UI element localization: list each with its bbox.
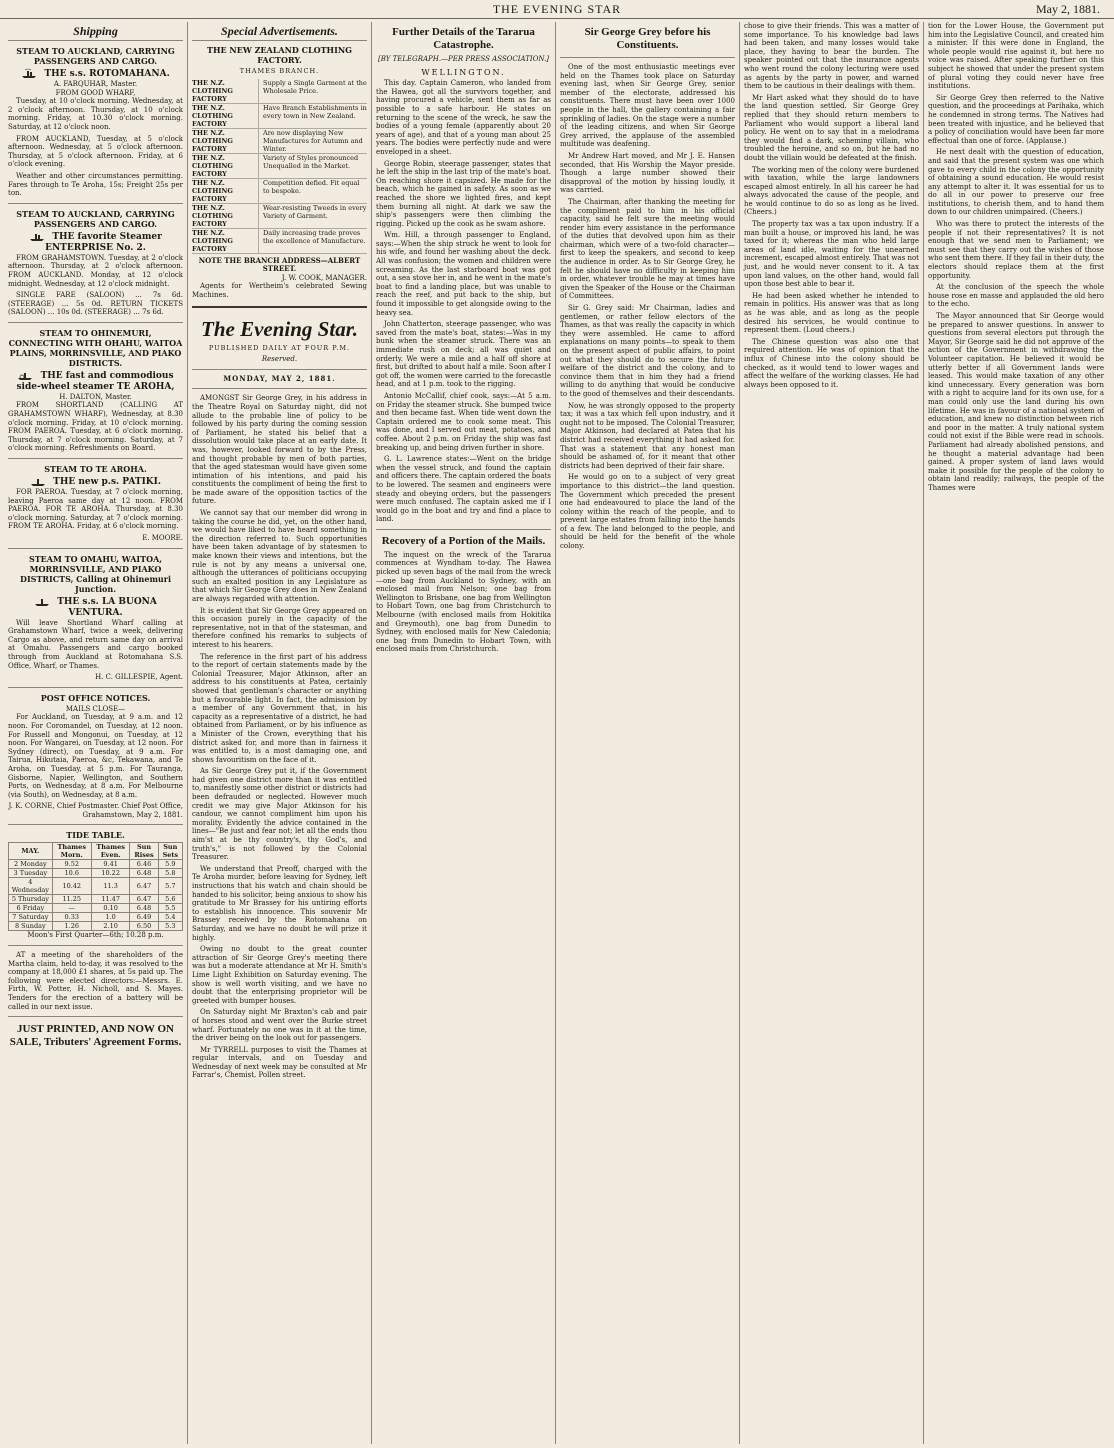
clothing-row	[192, 79, 367, 104]
vessel-name: THE favorite Steamer ENTERPRISE No. 2.	[45, 231, 162, 253]
column-grey-concluded	[924, 22, 1108, 1444]
table-header: Thames Even.	[91, 843, 130, 860]
table-cell: 6.47	[130, 895, 158, 904]
ad-header: STEAM TO TE AROHA.	[44, 464, 147, 475]
table-cell: 5.5	[158, 904, 182, 913]
table-cell: 6.49	[130, 913, 158, 922]
clothing-row	[192, 129, 367, 154]
table-cell: 10.6	[52, 869, 91, 878]
divider	[192, 306, 367, 308]
article-paragraph: He next dealt with the question of education, and said that the present system was one which gave to every child in the colony the opportunity of obtaining a sound education. He would resist any attempt to alter it. It was essential for us to do all in our power to preserve our free institutions, to cherish them, and to hand them down to our children unimpaired. (Cheers.)	[928, 148, 1104, 217]
steamship-icon	[29, 231, 45, 242]
ad-header: STEAM TO AUCKLAND, CARRYING PASSENGERS AND CARGO.	[16, 46, 175, 66]
ad-rotomahana	[8, 46, 183, 198]
table-cell: 2.10	[91, 922, 130, 931]
table-header: Sun Rises	[130, 843, 158, 860]
column-shipping	[4, 22, 188, 1444]
column-grey-meeting	[556, 22, 740, 1444]
clothing-row	[192, 104, 367, 129]
meeting-notice: AT a meeting of the shareholders of the Martha claim, held to-day, it was resolved to the company at 18,000 £1 shares, at 5s paid up. The following were elected directors:—Messrs. E. Firth, W. Potter, H. Nicholl, and S. Mayes. Tenders for the erection of a battery will be called in our next issue.	[8, 951, 183, 1011]
article-paragraph: Sir George Grey then referred to the Native question, and the proceedings at Parihaka, which he condemned in strong terms. The Natives had been treated with injustice, and he believed that a policy of conciliation would have been far more effectual than one of force. (Applause.)	[928, 93, 1104, 145]
table-header: MAY.	[9, 843, 53, 860]
ad-buona-ventura	[8, 554, 183, 682]
leader-paragraph: As Sir George Grey put it, if the Government had given one district more than it was entitled to, manifestly some other district or districts had been defrauded or neglected. However much credit we may give Major Atkinson for his candour, we cannot compliment him upon his morality. Evidently the advice contained in the lines—"Be just and fear not; let all the ends thou aim'st at be thy country's, thy God's, and truth's," is not followed by the Colonial Treasurer.	[192, 767, 367, 862]
table-header: Thames Morn.	[52, 843, 91, 860]
table-cell: 6.46	[130, 860, 158, 869]
ad-body: Will leave Shortland Wharf calling at Grahamstown Wharf, twice a week, delivering Cargo as above, and return same day on arrival at Omahu. Passengers and cargo booked through from Auckland at Rotomahana S.S. Office, Wharf, or Thames.	[8, 618, 183, 670]
article-paragraph: Who was there to protect the interests of the people if not their representatives? It is not enough that we send men to Parliament; we must see that they carry out the wishes of those who sent them there. If they fail in their duty, the electors should replace them at the first opportunity.	[928, 220, 1104, 280]
moon-phase: Moon's First Quarter—6th; 10.28 p.m.	[27, 931, 164, 940]
table-row	[9, 878, 183, 895]
ad-header: STEAM TO OMAHU, WAITOA, MORRINSVILLE, AND PIAKO DISTRICTS, Calling at Ohinemuri Junction.	[20, 553, 171, 594]
ad-enterprise	[8, 209, 183, 317]
clothing-row-text: Variety of Styles pronounced Unequalled in the Market.	[263, 153, 359, 170]
tararua-headline: Further Details of the Tararua Catastrophe.	[392, 26, 535, 51]
recovery-headline: Recovery of a Portion of the Mails.	[381, 534, 546, 547]
ad-schedule: FROM GRAHAMSTOWN. Tuesday, at 2 o'clock afternoon. Thursday, at 2 o'clock afternoon. FROM AUCKLAND. Monday, at 12 o'clock midnight. Wednesday, at 12 o'clock midnight.	[8, 253, 183, 288]
article-paragraph: The property tax was a tax upon industry. If a man built a house, or improved his land, he was taxed for it; whereas the man who held large areas of land idle, waiting for the unearned increment, escaped almost entirely. That was not just, and he would never consent to it. A tax upon land values, on the other hand, would fall upon those best able to bear it.	[744, 220, 919, 289]
divider	[8, 322, 183, 323]
leader-paragraph: On Saturday night Mr Braxton's cab and pair of horses stood and went over the Burke street wharf. Fortunately no one was in it at the time, the driver being on the look out for passengers.	[192, 1008, 367, 1043]
clothing-row-label: THE N.Z. CLOTHING FACTORY	[192, 229, 259, 253]
article-paragraph: Mr Andrew Hart moved, and Mr J. E. Hansen seconded, that His Worship the Mayor preside. Though a large number showed their disapproval of the motion by hissing loudly, it was carried.	[560, 151, 735, 195]
table-row	[9, 904, 183, 913]
masthead-date: May 2, 1881.	[1036, 2, 1100, 16]
leader-paragraph: AMONGST Sir George Grey, in his address in the Theatre Royal on Saturday night, did not allude to the probable line of policy to be followed by his party during the coming session of Parliament, he stated his belief that a dissolution would take place at an early date. It was, however, looked forward to by the Press, and thought probable by men of both parties, that the aged statesman would have given some intimation of his intentions, and paid his constituents the compliment of being the first to be made aware of the opposition tactics of the future.	[192, 394, 367, 506]
table-cell: 0.33	[52, 913, 91, 922]
steamship-icon	[17, 370, 33, 381]
vessel-name: THE s.s. ROTOMAHANA.	[44, 69, 170, 79]
table-cell: 5.7	[158, 878, 182, 895]
ad-vessel	[8, 370, 183, 393]
clothing-row	[192, 179, 367, 204]
closing-advertisement: JUST PRINTED, AND NOW ON SALE, Tributers' Agreement Forms.	[9, 1023, 182, 1049]
table-row	[9, 922, 183, 931]
table-cell: 5.4	[158, 913, 182, 922]
reserved-note: Reserved.	[261, 355, 298, 364]
article-paragraph: Now, he was strongly opposed to the property tax; it was a tax which fell upon industry, and it ought not to be imposed. The Colonial Treasurer, Major Atkinson, had declared at Patea that his district had received everything it had asked for. That was a statement that any honest man should be ashamed of, for it meant that other districts had been deprived of their fair share.	[560, 401, 735, 470]
ad-schedule: FOR PAEROA. Tuesday, at 7 o'clock morning, leaving Paeroa same day at 12 noon. FROM PAEROA. FOR TE AROHA. Thursday, at 8.30 o'clock morning. Saturday, at 7 o'clock morning. FROM TE AROHA. Friday, at 6 o'clock morning.	[8, 488, 183, 531]
divider	[8, 548, 183, 549]
steamship-icon	[30, 476, 46, 487]
advertisements-section-title: Special Advertisements.	[192, 24, 367, 41]
clothing-factory-header: THE NEW ZEALAND CLOTHING FACTORY.	[207, 45, 352, 65]
clothing-signed: J. W. COOK, MANAGER.	[281, 273, 367, 282]
steamship-icon	[21, 68, 37, 79]
table-cell: 6.47	[130, 878, 158, 895]
table-cell: 5 Thursday	[9, 895, 53, 904]
clothing-factory-branch: THAMES BRANCH.	[239, 67, 320, 75]
table-cell: 6.48	[130, 904, 158, 913]
article-paragraph: He had been asked whether he intended to remain in politics. His answer was that as long as he was able, and as long as the people desired his services, he would continue to represent them. (Loud cheers.)	[744, 291, 919, 335]
ad-schedule: FROM SHORTLAND (CALLING AT GRAHAMSTOWN WHARF), Wednesday, at 8.30 o'clock morning. Friday, at 10 o'clock morning. FROM PAEROA. Tuesday, at 6 o'clock morning. Thursday, at 7 o'clock morning. Saturday, at 7 o'clock morning. Refreshments on Board.	[8, 401, 183, 453]
ad-vessel	[8, 231, 183, 254]
divider	[8, 687, 183, 688]
ad-vessel	[8, 476, 183, 488]
column-grey-continued	[740, 22, 924, 1444]
table-cell: 5.3	[158, 922, 182, 931]
vessel-name: THE s.s. LA BUONA VENTURA.	[57, 596, 157, 618]
tide-table-title: TIDE TABLE.	[66, 830, 125, 841]
ad-vessel	[8, 68, 183, 80]
ad-from-label: FROM GOOD WHARF,	[55, 88, 136, 97]
table-cell: 6 Friday	[9, 904, 53, 913]
ad-fares: SINGLE FARE (SALOON) ... 7s 6d. (STEERAGE) ... 5s 0d. RETURN TICKETS (SALOON) ... 10s 0d. (STEERAGE) ... 7s 6d.	[8, 291, 183, 317]
ad-vessel	[8, 596, 183, 619]
ad-signed: E. MOORE.	[142, 534, 183, 542]
article-paragraph: The Mayor announced that Sir George would be prepared to answer questions. In answer to questions from several electors put through the Mayor, Sir George said he did not approve of the action of the Government in withdrawing the Volunteer capitation. He believed it would be utterly better if all Government lands were leased. This would make taxation of any other kind unnecessary. Every generation was born with a right to acquire land for its own use, for a man could only use the land during his own lifetime. He was in favour of a national system of education, and knew no distinction between rich and poor in the matter. A truly national system could not exist if the Bible were read in schools. Parliament had already abolished pensions, and he thought a material advantage had been gained. A proper system of land laws would make it possible for the people of the colony to obtain land readily; railways, the people of the Thames were	[928, 312, 1104, 492]
clothing-row-text: Wear-resisting Tweeds in every Variety of Garment.	[263, 203, 367, 220]
article-paragraph: The inquest on the wreck of the Tararua commences at Wyndham to-day. The Hawea picked up seven bags of the mail from the wreck—one bag from Auckland to Sydney, with an enclosed mail from Nelson; one bag from Wellington to Brisbane, one bag from Wellington to Hobart Town, one bag from Christchurch to Melbourne (with enclosed mails from Hokitika and Greymouth), one bag from Dunedin to Sydney, with enclosed mails for New Caledonia; one bag from Dunedin to Hobart Town, with enclosed mails from Christchurch.	[376, 550, 551, 654]
article-paragraph: One of the most enthusiastic meetings ever held on the Thames took place on Saturday evening last, when Sir George Grey, senior member of the electorate, addressed his constituents. There must have been over 1000 people in the hall, the gallery containing a fair sprinkling of ladies. On the stage were a number of the leading citizens, and when Sir George Grey arrived, the applause of the assembled multitude was deafening.	[560, 63, 735, 149]
table-cell: 0.10	[91, 904, 130, 913]
table-cell: 4 Wednesday	[9, 878, 53, 895]
clothing-row-label: THE N.Z. CLOTHING FACTORY	[192, 129, 259, 153]
clothing-row-text: Daily increasing trade proves the excellence of Manufacture.	[263, 228, 366, 245]
clothing-row-text: Competition defied. Fit equal to bespoke.	[263, 178, 360, 195]
article-paragraph: The Chairman, after thanking the meeting for the compliment paid to him in his official capacity, said he felt sure the meeting would render him every assistance in the performance of the duties that devolved upon him as their chairman, which were of a two-fold character—first to keep the speakers, and second to keep the audience in order. As to Sir George Grey, he felt he should have no difficulty in keeping him in order, whatever trouble he may at times have given the Speaker of the House or the Chairman of Committees.	[560, 197, 735, 301]
table-row	[9, 913, 183, 922]
clothing-row	[192, 204, 367, 229]
table-cell: 8 Sunday	[9, 922, 53, 931]
tararua-dateline: WELLINGTON.	[421, 67, 506, 77]
article-paragraph: George Robin, steerage passenger, states that he left the ship in the last trip of the mate's boat. On reaching shore it capsized. He made for the beach, which he gained in safety. As soon as we reached the shore we lighted fires, and kept them burning all night. At dark we saw the ship's passengers were then climbing the rigging. Picked up the cook as he swam ashore.	[376, 159, 551, 228]
article-paragraph: Antonio McCallif, chief cook, says:—At 5 a.m. on Friday the steamer struck. She bumped twice and then became fast. When tide went down the Captain ordered me to cook some meat. This was done, and I served out meat, potatoes, and coffee. About 2 p.m. on Friday the ship was fast breaking up, and being driven further in shore.	[376, 391, 551, 452]
vessel-name: THE fast and commodious side-wheel steamer TE AROHA,	[16, 370, 175, 392]
table-cell: 11.25	[52, 895, 91, 904]
divider	[8, 945, 183, 946]
publication-note: PUBLISHED DAILY AT FOUR P.M.	[208, 343, 351, 352]
table-cell: 1.0	[91, 913, 130, 922]
ad-patiki	[8, 464, 183, 543]
leader-paragraph: It is evident that Sir George Grey appeared on this occasion purely in the capacity of the representative, not in that of the statesman, and therefore confined his remarks to subjects of interest to his hearers.	[192, 606, 367, 649]
tararua-subhead: [BY TELEGRAPH.—PER PRESS ASSOCIATION.]	[377, 55, 550, 63]
leader-paragraph: Mr TYRRELL purposes to visit the Thames at regular intervals, and on Tuesday and Wednesday of next week may be consulted at Mr Farrar's, Chemist, Pollen street.	[192, 1045, 367, 1080]
ad-master: H. DALTON, Master.	[59, 392, 132, 401]
notice-header: POST OFFICE NOTICES.	[40, 692, 151, 703]
clothing-factory-table	[192, 79, 367, 254]
leader-paragraph: We understand that Preoff, charged with the Te Aroha murder, before leaving for Sydney, left instructions that his watch and chain should be handed to his solicitor, being anxious to show his gratitude to Mr Brassey for his untiring efforts to establish his innocence. This souvenir Mr Brassey received by the Rotomahana on Saturday, and we have no doubt he will prize it highly.	[192, 864, 367, 942]
clothing-row	[192, 154, 367, 179]
notice-body: For Auckland, on Tuesday, at 9 a.m. and 12 noon. For Coromandel, on Tuesday, at 12 noon. For Russell and Mongonui, on Tuesday, at 12 noon. For Wangarei, on Tuesday, at 12 noon. For Sydney (direct), on Tuesday, at 9 a.m. For Tairua, Hikutaia, Paeroa, &c, Tekawana, and Te Aroha, on Tuesday, at 5 p.m. For Tauranga, Gisborne, Napier, Wellington, and Southern Ports, on Wednesday, at 8 a.m. For Melbourne (via South), on Wednesday, at 8 a.m.	[8, 713, 183, 799]
page-columns	[4, 22, 1110, 1444]
notice-signed: J. K. CORNE, Chief Postmaster. Chief Post Office, Grahamstown, May 2, 1881.	[8, 802, 183, 819]
clothing-row-label: THE N.Z. CLOTHING FACTORY	[192, 204, 259, 228]
table-cell: 2 Monday	[9, 860, 53, 869]
divider	[8, 1016, 183, 1017]
divider	[8, 458, 183, 459]
table-cell: —	[52, 904, 91, 913]
ad-header: STEAM TO OHINEMURI, CONNECTING WITH OHAHU, WAITOA PLAINS, MORRINSVILLE, AND PIAKO DISTRICTS.	[8, 327, 183, 368]
article-paragraph: This day. Captain Cameron, who landed from the Hawea, got all the survivors together, and having procured a vehicle, sent them as far as possible to a safe harbour. He states on returning to the scene of the wreck, he saw the bodies of a young female (apparently about 20 years of age), and that of a young man about 25 years. The bodies were perfectly nude and were enveloped in a sheet.	[376, 79, 551, 156]
tide-table	[8, 842, 183, 931]
column-advertisements	[188, 22, 372, 1444]
newspaper-title: The Evening Star.	[201, 316, 358, 341]
table-cell: 11.47	[91, 895, 130, 904]
table-cell: 11.3	[91, 878, 130, 895]
article-paragraph: The working men of the colony were burdened with taxation, while the large landowners escaped almost entirely. In all his career he had always advocated the cause of the people, and he would continue to do so as long as he lived. (Cheers.)	[744, 165, 919, 217]
clothing-row-label: THE N.Z. CLOTHING FACTORY	[192, 179, 259, 203]
article-paragraph: The Chinese question was also one that required attention. He was of opinion that the influx of Chinese into the colony should be checked, as it would tend to lower wages and affect the welfare of the working classes. He had always been opposed to it.	[744, 337, 919, 389]
table-cell: 5.9	[158, 860, 182, 869]
clothing-row-text: Are now displaying New Manufactures for Autumn and Winter.	[263, 128, 363, 153]
tide-table-block	[8, 830, 183, 940]
issue-date: MONDAY, MAY 2, 1881.	[223, 373, 336, 383]
divider	[8, 203, 183, 204]
leader-paragraph: Owing no doubt to the great counter attraction of Sir George Grey's meeting there was but a moderate attendance at Mr H. Smith's Lime Light Exhibition on Saturday evening. The show is well worth visiting, and we have no doubt that the enterprising proprietor will be greeted with bumper houses.	[192, 945, 367, 1005]
table-cell: 5.6	[158, 895, 182, 904]
table-cell: 10.22	[91, 869, 130, 878]
grey-headline: Sir George Grey before his Constituents.	[584, 26, 711, 51]
article-paragraph: chose to give their friends. This was a matter of some importance. To his knowledge bad laws had been taken, and many losses would take place, they having to bear the burden. The speaker pointed out that the insurance agents who went round the colony lecturing were used as agents by the party in power, and warned them to be cautious in their dealings with them.	[744, 22, 919, 91]
table-cell: 3 Tuesday	[9, 869, 53, 878]
article-paragraph: Mr Hart asked what they should do to have the land question settled. Sir George Grey replied that they should return members to Parliament who would support a liberal land policy. He went on to say that in a melodrama they would find a dark, scheming villain, who troubled the heroine, and so on, but he had no doubt the villain would be defeated at the finish.	[744, 93, 919, 162]
article-paragraph: G. L. Lawrence states:—Went on the bridge when the vessel struck, and found the captain and officers there. The captain ordered the boats to be lowered. The seamen and engineers were steady and obeying orders, but the passengers were much confused. The captain asked me if I would go in the boat and try and find a place to land.	[376, 455, 551, 524]
clothing-row-text: Have Branch Establishments in every town in New Zealand.	[263, 103, 367, 120]
leader-paragraph: The reference in the first part of his address to the report of certain statements made by the Colonial Treasurer, Major Atkinson, after an address to his constituents at Patea, certainly showed that gentleman's character or anything but a favourable light. In fact, the admission by a member of any Government that, in his capacity as a representative of a district, he had obtained from Parliament, or by his influence as a Minister of the Crown, everything that his district asked for, and more than in fairness it was entitled to, is a most damaging one, and shows favouritism on the face of it.	[192, 652, 367, 764]
table-cell: 1.26	[52, 922, 91, 931]
clothing-row-text: Supply a Single Garment at the Wholesale Price.	[263, 78, 367, 95]
leader-paragraph: We cannot say that our member did wrong in taking the course he did, yet, on the other hand, we would have liked to have heard something in the direction referred to. Such opportunities have been taken advantage of by statesmen to make known their views and intentions, but the rule is not by any means a universal one, although the utterances of politicians occupying such an exalted position in any Legislature as that which Sir George Grey does in New Zealand are always regarded with attention.	[192, 509, 367, 603]
vessel-name: THE new p.s. PATIKI.	[53, 477, 161, 488]
table-row	[9, 895, 183, 904]
table-cell: 9.52	[52, 860, 91, 869]
notice-sub: MAILS CLOSE—	[65, 704, 126, 713]
clothing-row-label: THE N.Z. CLOTHING FACTORY	[192, 104, 259, 128]
table-cell: 6.48	[130, 869, 158, 878]
clothing-note: NOTE THE BRANCH ADDRESS—ALBERT STREET.	[198, 255, 361, 274]
article-paragraph: John Chatterton, steerage passenger, who was saved from the mate's boat, states:—Was in my bunk when the steamer struck. There was an immediate rush on deck; all was quiet and orderly. We were a mile and a half off shore at first, but drifted to about half a mile. Soon after I got off, the women were carried to the forecastle head, and at 1 p.m. took to the rigging.	[376, 320, 551, 389]
divider	[192, 369, 367, 370]
masthead	[0, 0, 1114, 19]
table-cell: 7 Saturday	[9, 913, 53, 922]
table-cell: 10.42	[52, 878, 91, 895]
clothing-row	[192, 229, 367, 254]
post-office-notices	[8, 693, 183, 820]
article-paragraph: Sir G. Grey said: Mr Chairman, ladies and gentlemen, or rather fellow electors of the Thames, as that was really the capacity in which they were assembled. He came to afford explanations on many points—to speak to them on the present aspect of public affairs, to point out what they should do to secure the future welfare of the district and the colony, and to convince them that in him they had a friend willing to do anything that would be conducive to the good of themselves and their descendants.	[560, 304, 735, 398]
divider	[376, 529, 551, 530]
shipping-section-title: Shipping	[8, 24, 183, 41]
table-cell: 9.41	[91, 860, 130, 869]
ad-fares: Weather and other circumstances permitting. Fares through to Te Aroha, 15s; Freight 25s per ton.	[8, 171, 183, 198]
ad-signed: H. C. GILLESPIE, Agent.	[95, 673, 183, 682]
article-paragraph: At the conclusion of the speech the whole house rose en masse and applauded the old hero to the echo.	[928, 283, 1104, 309]
clothing-row-label: THE N.Z. CLOTHING FACTORY	[192, 79, 259, 103]
ad-master: A. FARQUHAR, Master.	[53, 80, 138, 88]
ad-header: STEAM TO AUCKLAND, CARRYING PASSENGERS AND CARGO.	[16, 208, 175, 229]
masthead-title: THE EVENING STAR	[492, 2, 622, 16]
divider	[192, 388, 367, 389]
article-paragraph: tion for the Lower House, the Government put him into the Legislative Council, and created him a minister. If this were done in England, the whole people would rise against it, but here no voice was raised. After speaking further on this subject he showed that under the present system of plural voting they could never have free institutions.	[928, 22, 1104, 91]
ad-schedule: Tuesday, at 10 o'clock morning. Wednesday, at 2 o'clock afternoon. Thursday, at 10 o'clock morning. Friday, at 10.30 o'clock morning. Saturday, at 12 o'clock noon.	[8, 97, 183, 131]
divider	[560, 57, 735, 58]
article-paragraph: Wm. Hill, a through passenger to England, says:—When the ship struck he went to look for his wife, and found her washing about the deck. All was confusion; the women and children were screaming. As the last starboard boat was got out, a sea stove her in, and he went in the mate's boat to find a landing place, but was unable to reach the reef, and put back to the ship, but found it impossible to get alongside owing to the heavy sea.	[376, 231, 551, 317]
table-row	[9, 869, 183, 878]
column-tararua	[372, 22, 556, 1444]
clothing-agents: Agents for Wertheim's celebrated Sewing Machines.	[192, 282, 367, 299]
table-header: Sun Sets	[158, 843, 182, 860]
steamship-icon	[34, 596, 50, 607]
clothing-row-label: THE N.Z. CLOTHING FACTORY	[192, 154, 259, 178]
ad-schedule-return: FROM AUCKLAND, Tuesday, at 5 o'clock afternoon. Wednesday, at 5 o'clock afternoon. Thursday, at 5 o'clock afternoon. Friday, at 6 o'clock evening.	[8, 134, 183, 169]
divider	[8, 824, 183, 825]
article-paragraph: He would go on to a subject of very great importance to this district—the land question. The Government which preceded the present one had endeavoured to place the land of the colony within the reach of the people, and to prevent large estates from falling into the hands of a few. The land belonged to the people, and should be held for the benefit of the whole colony.	[560, 473, 735, 551]
table-cell: 6.50	[130, 922, 158, 931]
table-cell: 5.8	[158, 869, 182, 878]
table-row	[9, 860, 183, 869]
ad-te-aroha	[8, 328, 183, 453]
